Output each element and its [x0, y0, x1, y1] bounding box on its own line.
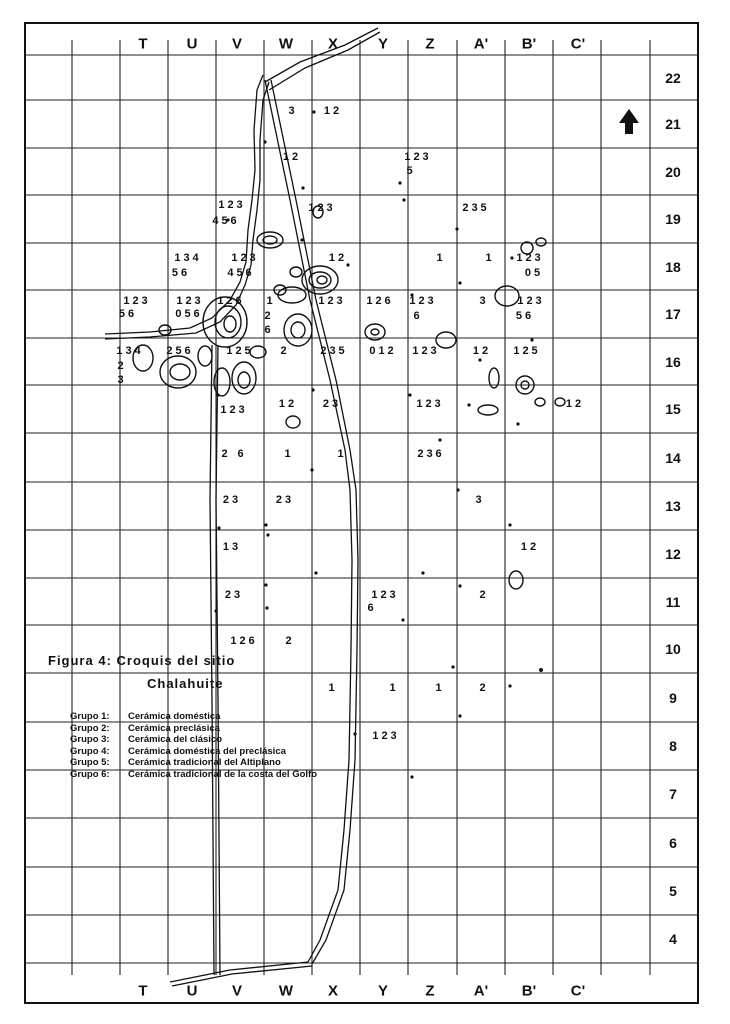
grid-annotation: 13 — [222, 541, 242, 553]
grid-annotation: 56 — [515, 310, 535, 322]
column-label-top-8: B' — [521, 35, 537, 53]
grid-annotation: 3 — [288, 105, 298, 117]
legend-group-label: Grupo 5: — [70, 757, 110, 768]
grid-annotation: 2 — [479, 682, 489, 694]
grid-annotation: 2 — [285, 635, 295, 647]
legend-group-label: Grupo 2: — [70, 722, 110, 734]
grid-annotation: 6 — [413, 310, 423, 322]
grid-annotation: 1 — [485, 252, 495, 264]
grid-annotation: 2 — [479, 589, 489, 601]
legend-entry — [70, 769, 317, 780]
grid-annotation: 126 — [366, 295, 394, 307]
column-label-bottom-6: Z — [425, 982, 435, 1000]
grid-annotation: 123 — [516, 252, 544, 264]
column-label-top-1: U — [186, 35, 198, 53]
legend-entry — [70, 757, 281, 768]
legend-group-label: Grupo 4: — [70, 745, 110, 757]
column-label-top-4: X — [327, 35, 339, 53]
grid-annotation: 12 — [282, 151, 302, 163]
grid-annotation: 123 — [404, 151, 432, 163]
grid-annotation: 56 — [171, 267, 191, 279]
row-label-19: 19 — [665, 211, 681, 227]
grid-annotation: 23 — [322, 398, 342, 410]
grid-annotation: 56 — [118, 308, 138, 320]
legend-group-text: Cerámica tradicional del Altiplano — [128, 757, 281, 768]
row-label-17: 17 — [665, 306, 681, 322]
row-label-15: 15 — [665, 401, 681, 417]
grid-annotation: 123 — [218, 199, 246, 211]
figure-subtitle: Chalahuite — [147, 676, 224, 691]
row-label-8: 8 — [669, 738, 677, 754]
grid-annotation: 2 — [280, 345, 290, 357]
map-frame — [25, 23, 698, 1003]
grid-annotation: 235 — [462, 202, 490, 214]
column-label-bottom-0: T — [138, 982, 148, 1000]
grid-annotation: 123 — [220, 404, 248, 416]
column-label-bottom-1: U — [186, 982, 198, 1000]
grid-annotation: 12 — [323, 105, 343, 117]
column-label-top-0: T — [138, 35, 148, 53]
grid-annotation: 12 — [278, 398, 298, 410]
grid-annotation: 056 — [175, 308, 203, 320]
row-label-14: 14 — [665, 449, 681, 466]
grid-annotation: 123 — [372, 730, 400, 742]
row-label-18: 18 — [665, 258, 681, 275]
grid-annotation: 134 — [174, 252, 202, 264]
row-label-7: 7 — [669, 786, 677, 802]
grid-annotation: 1 — [436, 252, 446, 264]
legend-group-label: Grupo 6: — [70, 768, 110, 780]
grid-annotation: 123 — [308, 202, 336, 214]
grid-annotation: 134 — [116, 345, 144, 357]
grid-annotation: 456 — [212, 215, 240, 227]
grid-annotation: 5 — [406, 165, 416, 177]
grid-annotation: 23 — [275, 494, 295, 506]
row-label-22: 22 — [665, 69, 681, 86]
column-label-bottom-8: B' — [521, 982, 537, 1000]
grid-annotation: 235 — [320, 345, 348, 357]
row-label-21: 21 — [665, 116, 681, 132]
column-label-top-5: Y — [377, 35, 389, 53]
column-label-top-6: Z — [425, 35, 435, 53]
grid-annotation: 126 — [217, 295, 245, 307]
row-label-20: 20 — [665, 163, 681, 180]
grid-annotation: 125 — [513, 345, 541, 357]
column-label-bottom-9: C' — [570, 982, 586, 1000]
grid-annotation: 123 — [176, 295, 204, 307]
grid-annotation: 2 — [221, 448, 231, 460]
row-label-10: 10 — [665, 641, 681, 657]
legend-group-label: Grupo 3: — [70, 734, 110, 745]
grid-annotation: 123 — [371, 589, 399, 601]
grid-annotation: 123 — [412, 345, 440, 357]
grid-annotation: 126 — [230, 635, 258, 647]
grid-annotation: 123 — [416, 398, 444, 410]
grid-annotation: 123 — [318, 295, 346, 307]
road — [105, 28, 380, 986]
grid-annotation: 12 — [565, 398, 585, 410]
grid-annotation: 123 — [123, 295, 151, 307]
grid-annotation: 6 — [264, 324, 274, 336]
grid-annotation: 3 — [475, 494, 485, 506]
grid-annotation: 05 — [524, 267, 544, 279]
column-label-top-3: W — [278, 35, 294, 53]
grid-annotation: 23 — [224, 589, 244, 601]
legend-entry — [70, 746, 286, 757]
grid-annotation: 3 — [479, 295, 489, 307]
legend-group-text: Cerámica doméstica — [128, 711, 221, 722]
column-label-bottom-3: W — [278, 982, 294, 1000]
row-label-13: 13 — [665, 498, 681, 514]
north-arrow-icon — [619, 109, 639, 134]
row-label-12: 12 — [665, 546, 681, 562]
legend-entry — [70, 723, 220, 734]
grid-annotation: 2 — [117, 360, 127, 372]
legend-group-label: Grupo 1: — [70, 711, 110, 722]
grid-annotation: 1 — [337, 448, 347, 460]
grid-annotation: 1 — [266, 295, 276, 307]
grid-annotation: 23 — [222, 494, 242, 506]
figure-title: Figura 4: Croquis del sitio — [48, 653, 236, 668]
row-label-6: 6 — [669, 834, 677, 851]
grid-annotation: 6 — [367, 602, 377, 614]
grid-annotation: 3 — [117, 374, 127, 386]
column-label-bottom-2: V — [231, 982, 243, 1000]
grid-annotation: 123 — [231, 252, 259, 264]
row-label-11: 11 — [665, 593, 681, 610]
legend-entry — [70, 734, 222, 745]
row-label-4: 4 — [669, 931, 677, 947]
column-label-bottom-7: A' — [473, 982, 489, 1000]
grid-annotation: 125 — [226, 345, 254, 357]
column-label-top-2: V — [231, 35, 243, 53]
grid-annotation: 1 — [328, 682, 338, 694]
grid-lines — [25, 40, 698, 975]
grid-annotation: 123 — [517, 295, 545, 307]
legend-entry — [70, 711, 220, 722]
grid-annotation: 012 — [369, 345, 397, 357]
grid-annotation: 2 — [264, 310, 274, 322]
grid-annotation: 256 — [166, 345, 194, 357]
grid-annotation: 236 — [417, 448, 445, 460]
column-label-bottom-5: Y — [377, 982, 389, 1000]
grid-annotation: 1 — [284, 448, 294, 460]
legend-group-text: Cerámica tradicional de la costa del Golfo — [128, 768, 318, 780]
column-label-bottom-4: X — [327, 982, 339, 1000]
row-label-16: 16 — [665, 353, 681, 370]
grid-annotation: 1 — [435, 682, 445, 694]
column-label-top-7: A' — [473, 35, 489, 53]
grid-annotation: 12 — [520, 541, 540, 553]
grid-annotation: 123 — [409, 295, 437, 307]
grid-annotation: 1 — [389, 682, 399, 694]
grid-annotation: 12 — [472, 345, 492, 357]
legend-group-text: Cerámica del clásico — [128, 734, 222, 745]
grid-annotation: 456 — [227, 267, 255, 279]
grid-annotation: 6 — [237, 448, 247, 460]
column-label-top-9: C' — [570, 35, 586, 53]
row-label-9: 9 — [669, 689, 677, 706]
legend-group-text: Cerámica doméstica del preclásica — [128, 745, 286, 757]
grid-annotation: 12 — [328, 252, 348, 264]
row-label-5: 5 — [669, 883, 677, 899]
legend-group-text: Cerámica preclásica — [128, 722, 220, 734]
